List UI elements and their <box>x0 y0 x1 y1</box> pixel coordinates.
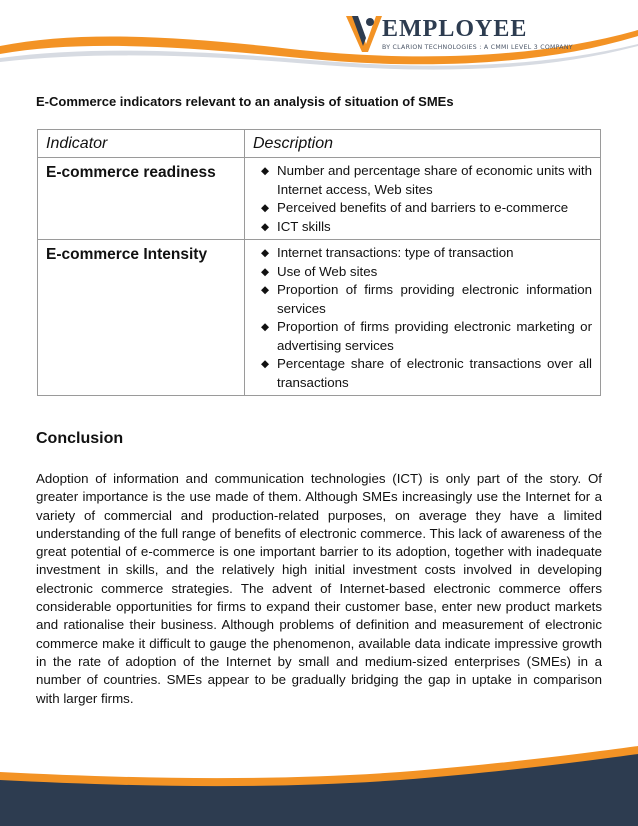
list-item: ◆ ICT skills <box>253 218 592 237</box>
indicator-name: E-commerce readiness <box>38 158 245 240</box>
table-header-row <box>38 130 601 158</box>
table-row <box>38 158 601 240</box>
table-row <box>38 240 601 396</box>
conclusion-paragraph: Adoption of information and communication technologies (ICT) is only part of the story. Of greater importance is the use made of them. Although SMEs increasingly use the Internet for a variety of commercial and production-related purposes, on average they have a limited understanding of the full range of benefits of electronic commerce. This lack of awareness of the great potential of e-commerce is one important barrier to its adoption, together with inadequate investment in skills, and the relatively high initial investment costs involved in developing electronic commerce strategies. The advent of Internet-based electronic commerce offers considerable opportunities for firms to expand their customer base, enter new product markets and rationalise their business. Although problems of definition and measurement of electronic commerce make it difficult to gauge the phenomenon, available data indicate impressive growth in the rate of adoption of the Internet by small and medium-sized enterprises (SMEs) in a number of countries. SMEs appear to be gradually bridging the gap in uptake in comparison with larger firms. <box>36 471 602 706</box>
table-caption: E-Commerce indicators relevant to an analysis of situation of SMEs <box>36 94 454 109</box>
list-item: ◆ Internet transactions: type of transaction <box>253 244 592 263</box>
column-header-indicator: Indicator <box>38 130 245 158</box>
footer-swoosh <box>0 746 638 826</box>
list-item: ◆ Percentage share of electronic transactions over all transactions <box>253 355 592 392</box>
list-item: ◆ Proportion of firms providing electronic information services <box>253 281 592 318</box>
indicator-description <box>245 158 601 240</box>
logo-tagline: BY CLARION TECHNOLOGIES : A CMMI LEVEL 3 COMPANY <box>382 44 573 51</box>
company-logo <box>344 12 594 56</box>
logo-v-mark-icon <box>344 12 384 56</box>
description-list <box>253 162 592 236</box>
list-item: ◆ Use of Web sites <box>253 263 592 282</box>
column-header-description: Description <box>245 130 601 158</box>
list-item: ◆ Proportion of firms providing electronic marketing or advertising services <box>253 318 592 355</box>
description-list <box>253 244 592 392</box>
logo-wordmark: EMPLOYEE <box>382 16 528 42</box>
list-item: ◆ Number and percentage share of economic units with Internet access, Web sites <box>253 162 592 199</box>
list-item: ◆ Perceived benefits of and barriers to e-commerce <box>253 199 592 218</box>
indicator-name: E-commerce Intensity <box>38 240 245 396</box>
section-title: Conclusion <box>36 430 124 447</box>
indicator-description <box>245 240 601 396</box>
indicator-table <box>37 129 601 396</box>
